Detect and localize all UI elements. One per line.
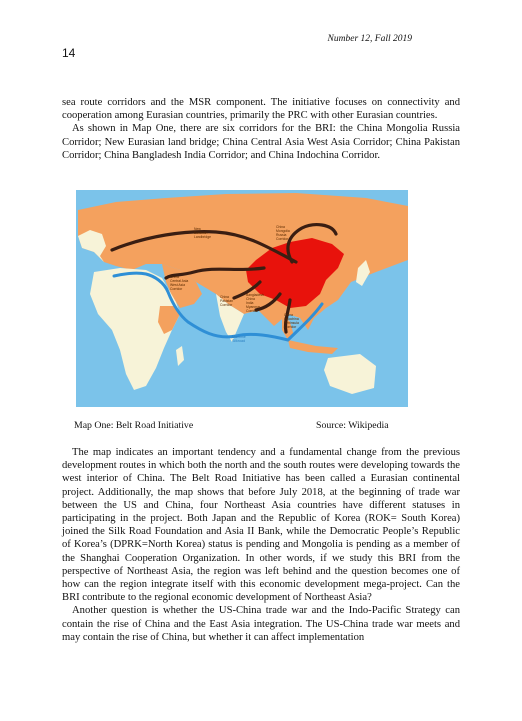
label-cmr: China Mongolia Russia Corridor	[276, 225, 290, 241]
indonesia	[288, 340, 338, 354]
map-source: Source: Wikipedia	[316, 420, 389, 431]
madagascar	[176, 346, 184, 366]
map-caption: Map One: Belt Road Initiative	[74, 420, 194, 431]
label-cicp: China Indochina Peninsula Corridor	[284, 313, 299, 329]
paragraph: As shown in Map One, there are six corridors for the BRI: the China Mongolia Russia Corridor; New Eurasian land bridge; China Central Asia West Asia Corridor; China Pakistan Corridor; China Bangladesh India Corridor; and China Indochina Corridor.	[62, 123, 460, 161]
map-graphic	[76, 190, 408, 407]
label-bcim: Bangladesh China India Myanmar Corridor	[246, 293, 264, 313]
label-ccawa: China Central Asia West Asia Corridor	[170, 275, 189, 291]
label-msr: Maritime Silkroad	[232, 335, 246, 343]
belt-road-map	[76, 190, 408, 407]
running-head: Number 12, Fall 2019	[327, 34, 412, 44]
label-cpc: China Pakistan Corridor	[220, 295, 234, 307]
body-text-top	[62, 96, 460, 162]
paragraph: The map indicates an important tendency and a fundamental change from the previous development routes in which both the north and the south routes were developing towards the west interior of China. The Belt Road Initiative has been called a Eurasian continental project. Additionally, the map shows that before July 2018, at the beginning of trade war between the US and China, four Northeast Asia countries have different statuses in participating in the project. Both Japan and the Republic of Korea (ROK= South Korea) joined the Silk Road Foundation and Asia II Bank, while the Democratic People’s Republic of Korea’s (DPRK=North Korea) status is pending and Mongolia is pending as a member of the Shanghai Cooperation Organization. In other words, if we study this BRI from the perspective of Northeast Asia, the region was left behind and the question becomes one of how can the region integrate itself with this economic development mega-project. Can the BRI contribute to the regional economic development of Northeast Asia?	[62, 447, 460, 604]
body-text-bottom	[62, 446, 460, 644]
paragraph: Another question is whether the US-China trade war and the Indo-Pacific Strategy can contain the rise of China and the East Asia integration. The US-China trade war meets and may contain the rise of China, but whether it can affect implementation	[62, 605, 460, 643]
paragraph: sea route corridors and the MSR component. The initiative focuses on connectivity and cooperation among Eurasian countries, primarily the PRC with other Eurasian countries.	[62, 97, 460, 122]
label-new-eurasian: New Eurasian Landbridge	[194, 227, 211, 239]
page-number: 14	[62, 46, 76, 60]
australia	[324, 354, 376, 394]
